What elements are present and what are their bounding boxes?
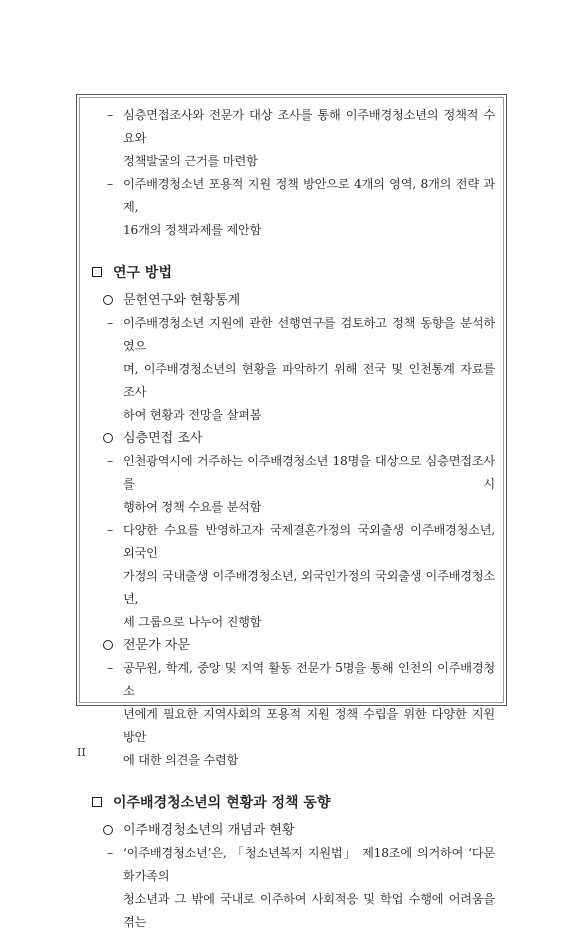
section-heading-status: 이주배경청소년의 현황과 정책 동향	[91, 791, 495, 815]
document-body	[103, 104, 495, 934]
summary-item-1: – 심층면접조사와 전문가 대상 조사를 통해 이주배경청소년의 정책적 수요와 정책발굴의 근거를 마련함	[103, 104, 495, 173]
interview-item-1: – 인천광역시에 거주하는 이주배경청소년 18명을 대상으로 심층면접조사를 시 행하여 정책 수요를 분석함	[103, 450, 495, 519]
expert-item-1: – 공무원, 학계, 중앙 및 지역 활동 전문가 5명을 통해 인천의 이주배경청소 년에게 필요한 지역사회의 포용적 지원 정책 수립을 위한 다양한 지원 방안 에 대한 의견을 수렴함	[103, 657, 495, 772]
subsection-literature: 문헌연구와 현황통계	[101, 289, 495, 312]
page-number: II	[77, 746, 86, 759]
subsection-concept: 이주배경청소년의 개념과 현황	[101, 819, 495, 842]
literature-item-1: – 이주배경청소년 지원에 관한 선행연구를 검토하고 정책 동향을 분석하였으 며, 이주배경청소년의 현황을 파악하기 위해 전국 및 인천통계 자료를 조사 하여 현황과 전망을 살펴봄	[103, 312, 495, 427]
interview-item-2: – 다양한 수요를 반영하고자 국제결혼가정의 국외출생 이주배경청소년, 외국인 가정의 국내출생 이주배경청소년, 외국인가정의 국외출생 이주배경청소년, 세 그룹으로 나누어 진행함	[103, 519, 495, 634]
subsection-interview: 심층면접 조사	[101, 427, 495, 450]
subsection-expert: 전문가 자문	[101, 634, 495, 657]
section-heading-methods: 연구 방법	[91, 261, 495, 285]
summary-item-2: – 이주배경청소년 포용적 지원 정책 방안으로 4개의 영역, 8개의 전략 과제, 16개의 정책과제를 제안함	[103, 173, 495, 242]
concept-item-1: – ‘이주배경청소년’은, 「청소년복지 지원법」 제18조에 의거하여 ‘다문화가족의 청소년과 그 밖에 국내로 이주하여 사회적응 및 학업 수행에 어려움을 겪는	[103, 842, 495, 934]
